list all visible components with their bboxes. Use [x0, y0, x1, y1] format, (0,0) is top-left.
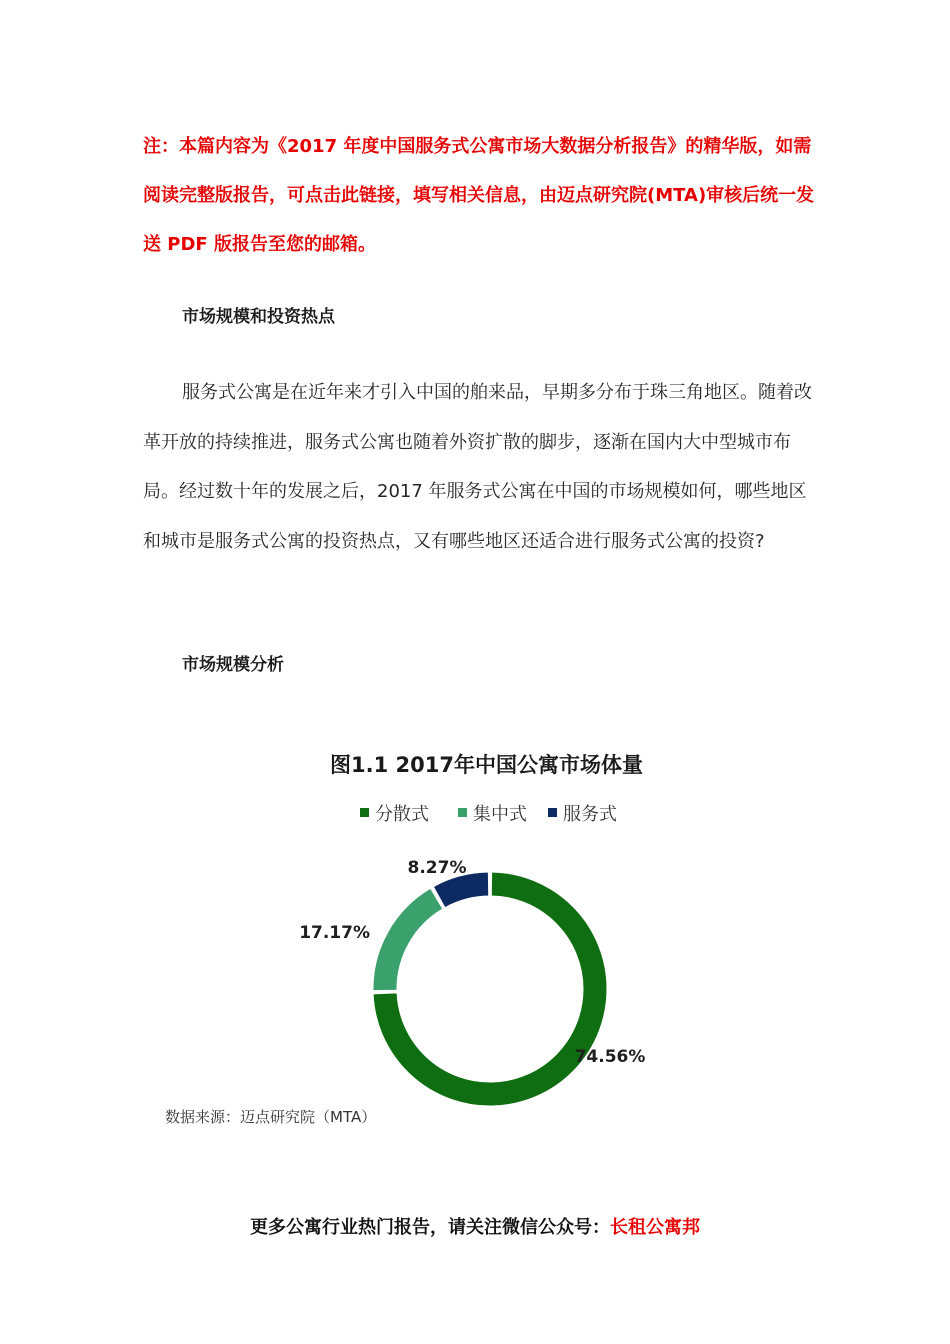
donut-slice-2 — [373, 888, 443, 990]
chart-title: 图1.1 2017年中国公寓市场体量 — [330, 753, 643, 777]
legend-label-2: 集中式 — [473, 804, 527, 825]
chart-source: 数据来源：迈点研究院（MTA） — [165, 1108, 377, 1126]
legend-label-1: 分散式 — [375, 804, 429, 825]
wechat-account-name[interactable]: 长租公寓邦 — [610, 1217, 700, 1238]
section-title-market-size-investment: 市场规模和投资热点 — [182, 307, 335, 327]
section-title-market-size-analysis: 市场规模分析 — [182, 655, 284, 675]
legend-swatch-1 — [360, 808, 369, 817]
slice-value-label-2: 17.17% — [299, 923, 370, 943]
footer-text: 更多公寓行业热门报告，请关注微信公众号： — [250, 1217, 610, 1238]
footer-note — [0, 1213, 950, 1239]
legend-label-3: 服务式 — [563, 804, 617, 825]
report-note: 注：本篇内容为《2017 年度中国服务式公寓市场大数据分析报告》的精华版，如需阅读完整版报告，可点击此链接，填写相关信息，由迈点研究院(MTA)审核后统一发送 PDF 版报告至您的邮箱。 — [143, 136, 815, 255]
slice-value-label-3: 8.27% — [407, 858, 467, 878]
donut-chart-svg — [155, 740, 795, 1140]
intro-paragraph: 服务式公寓是在近年来才引入中国的舶来品，早期多分布于珠三角地区。随着改革开放的持续推进，服务式公寓也随着外资扩散的脚步，逐渐在国内大中型城市布局。经过数十年的发展之后，2017 年服务式公寓在中国的市场规模如何，哪些地区和城市是服务式公寓的投资热点，又有哪些地区还适合进行服务式公寓的投资? — [143, 382, 812, 552]
slice-value-label-1: 74.56% — [574, 1047, 646, 1067]
chart-legend — [360, 804, 617, 825]
legend-swatch-3 — [548, 808, 557, 817]
apartment-market-donut-chart — [155, 740, 795, 1140]
donut-slices — [373, 872, 607, 1106]
legend-swatch-2 — [458, 808, 467, 817]
